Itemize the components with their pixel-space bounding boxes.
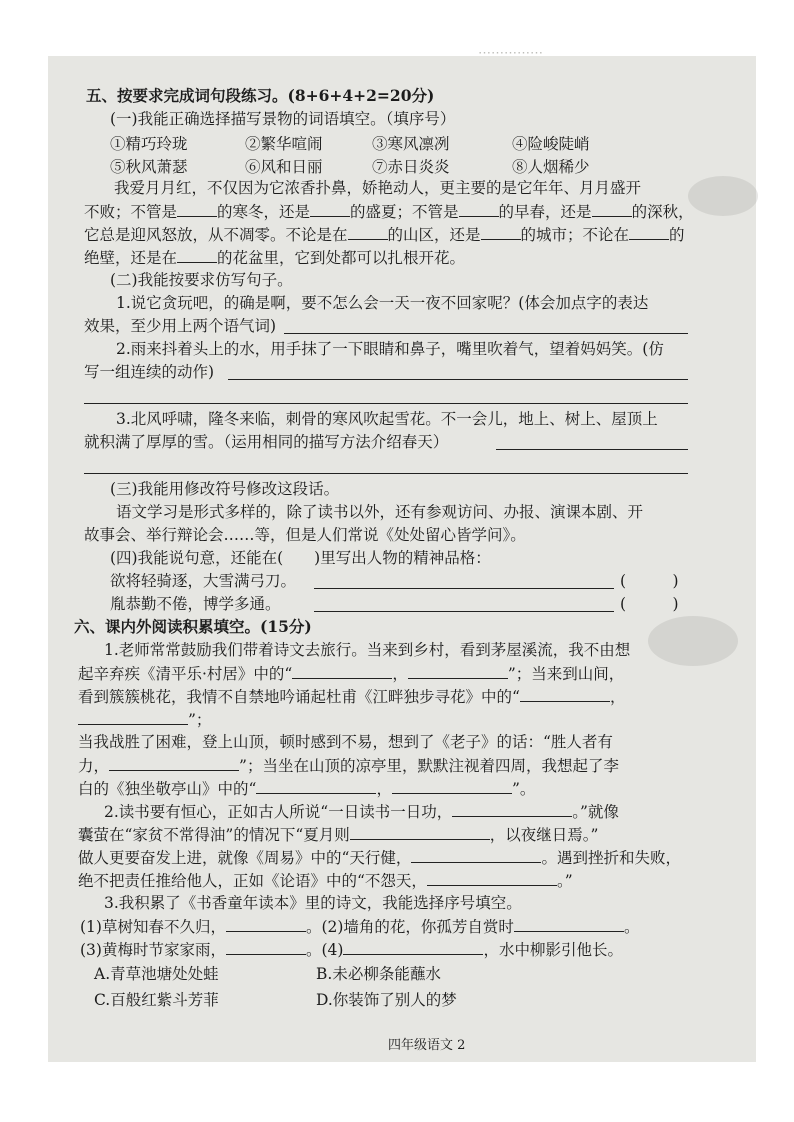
word-option: ④险峻陡峭 bbox=[512, 135, 590, 153]
answer-line[interactable] bbox=[84, 473, 688, 474]
answer-blank[interactable] bbox=[514, 916, 624, 932]
poem-line: 欲将轻骑逐，大雪满弓刀。 bbox=[110, 572, 297, 590]
choice-option-b: B.未必柳条能蘸水 bbox=[316, 965, 441, 983]
answer-blank[interactable] bbox=[481, 224, 521, 240]
answer-blank[interactable] bbox=[459, 201, 499, 217]
choice-option-c: C.百般红紫斗芳菲 bbox=[94, 991, 219, 1009]
word-option: ②繁华喧闹 bbox=[245, 135, 323, 153]
fill-line: ”； bbox=[78, 709, 211, 730]
answer-blank[interactable] bbox=[411, 847, 541, 863]
answer-line[interactable] bbox=[314, 611, 614, 612]
poem-line: 胤恭勤不倦，博学多通。 bbox=[110, 595, 281, 613]
fill-line: 力， ”；当坐在山顶的凉亭里，默默注视着四周，我想起了李 bbox=[78, 757, 619, 775]
shadow-smudge bbox=[688, 176, 758, 216]
passage-line: 它总是迎风怒放，从不凋零。不论是在 的山区，还是 的城市；不论在 的 bbox=[84, 226, 685, 244]
answer-blank[interactable] bbox=[427, 870, 557, 886]
rewrite-q2-prompt-cont: 写一组连续的动作) bbox=[84, 363, 215, 381]
fill-line: 绝不把责任推给他人，正如《论语》中的“不怨天， 。” bbox=[78, 872, 573, 890]
section5-part4-instruction: (四)我能说句意，还能在( )里写出人物的精神品格： bbox=[110, 549, 491, 567]
fill-line: 当我战胜了困难，登上山顶，顿时感到不易，想到了《老子》的话：“胜人者有 bbox=[78, 733, 613, 751]
answer-blank[interactable] bbox=[256, 778, 376, 794]
answer-blank[interactable] bbox=[109, 755, 239, 771]
fill-line: 1.老师常常鼓励我们带着诗文去旅行。当来到乡村，看到茅屋溪流，我不由想 bbox=[104, 641, 631, 659]
edit-passage-line: 故事会、举行辩论会……等，但是人们常说《处处留心皆学问》。 bbox=[84, 526, 526, 544]
shadow-smudge bbox=[648, 616, 738, 666]
answer-blank[interactable] bbox=[343, 939, 483, 955]
passage-line: 绝壁，还是在 的花盆里，它到处都可以扎根开花。 bbox=[84, 249, 466, 267]
section5-title: 五、按要求完成词句段练习。(8+6+4+2=20分) bbox=[86, 86, 435, 105]
answer-blank[interactable] bbox=[292, 663, 392, 679]
answer-line[interactable] bbox=[314, 588, 614, 589]
section6-title: 六、课内外阅读积累填空。(15分) bbox=[74, 617, 312, 636]
word-option: ⑧人烟稀少 bbox=[512, 158, 590, 176]
answer-bracket[interactable]: ( ) bbox=[620, 595, 679, 613]
answer-line[interactable] bbox=[84, 403, 688, 404]
fill-line: (3)黄梅时节家家雨， 。(4) ，水中柳影引他长。 bbox=[80, 941, 623, 959]
section5-part1-instruction: (一)我能正确选择描写景物的词语填空。（填序号） bbox=[110, 110, 456, 128]
choice-option-d: D.你装饰了别人的梦 bbox=[316, 991, 457, 1009]
answer-blank[interactable] bbox=[392, 778, 512, 794]
fill-line: 起辛弃疾《清平乐·村居》中的“ ， ”；当来到山间， bbox=[78, 665, 625, 683]
fill-line: 2.读书要有恒心，正如古人所说“一日读书一日功， 。”就像 bbox=[104, 803, 619, 821]
word-option: ⑤秋风萧瑟 bbox=[110, 158, 188, 176]
edit-passage-line: 语文学习是形式多样的，除了读书以外，还有参观访问、办报、演课本剧、开 bbox=[116, 503, 644, 521]
answer-line[interactable] bbox=[228, 379, 688, 380]
answer-blank[interactable] bbox=[592, 201, 632, 217]
rewrite-q1-prompt-cont: 效果，至少用上两个语气词) bbox=[84, 317, 277, 335]
answer-blank[interactable] bbox=[177, 247, 217, 263]
fill-line: 囊萤在“家贫不常得油”的情况下“夏月则 ，以夜继日焉。” bbox=[78, 826, 599, 844]
fill-line: (1)草树知春不久归， 。(2)墙角的花，你孤芳自赏时 。 bbox=[80, 918, 640, 936]
page-footer: 四年级语文 2 bbox=[388, 1038, 466, 1053]
answer-blank[interactable] bbox=[408, 663, 508, 679]
answer-blank[interactable] bbox=[177, 201, 217, 217]
answer-blank[interactable] bbox=[350, 824, 490, 840]
passage-line: 我爱月月红，不仅因为它浓香扑鼻，娇艳动人，更主要的是它年年、月月盛开 bbox=[114, 179, 642, 197]
rewrite-q3-prompt-cont: 就积满了厚厚的雪。（运用相同的描写方法介绍春天） bbox=[84, 433, 449, 451]
answer-blank[interactable] bbox=[310, 201, 350, 217]
rewrite-q3-prompt: 3.北风呼啸，隆冬来临，刺骨的寒风吹起雪花。不一会儿，地上、树上、屋顶上 bbox=[116, 410, 658, 428]
answer-blank[interactable] bbox=[452, 801, 572, 817]
rewrite-q1-prompt: 1.说它贪玩吧，的确是啊，要不怎么会一天一夜不回家呢？(体会加点字的表达 bbox=[116, 294, 649, 312]
word-option: ⑥风和日丽 bbox=[245, 158, 323, 176]
answer-blank[interactable] bbox=[226, 916, 306, 932]
answer-blank[interactable] bbox=[226, 939, 306, 955]
answer-line[interactable] bbox=[496, 449, 688, 450]
fill-line: 白的《独坐敬亭山》中的“ ， ”。 bbox=[78, 780, 536, 798]
section5-part2-instruction: (二)我能按要求仿写句子。 bbox=[110, 271, 293, 289]
exam-page bbox=[48, 46, 756, 1062]
word-option: ⑦赤日炎炎 bbox=[372, 158, 450, 176]
answer-bracket[interactable]: ( ) bbox=[620, 572, 679, 590]
answer-blank[interactable] bbox=[629, 224, 669, 240]
answer-blank[interactable] bbox=[348, 224, 388, 240]
answer-line[interactable] bbox=[284, 333, 688, 334]
rewrite-q2-prompt: 2.雨来抖着头上的水，用手抹了一下眼睛和鼻子，嘴里吹着气，望着妈妈笑。(仿 bbox=[116, 340, 664, 358]
fill-line: 3.我积累了《书香童年读本》里的诗文，我能选择序号填空。 bbox=[104, 894, 522, 912]
word-option: ①精巧玲珑 bbox=[110, 135, 188, 153]
fill-line: 做人更要奋发上进，就像《周易》中的“天行健， 。遇到挫折和失败， bbox=[78, 849, 681, 867]
bleed-through-text: ⋯⋯⋯⋯⋯ bbox=[478, 46, 543, 61]
passage-line: 不败；不管是 的寒冬，还是 的盛夏；不管是 的早春，还是 的深秋， bbox=[84, 203, 694, 221]
answer-blank[interactable] bbox=[78, 709, 188, 725]
choice-option-a: A.青草池塘处处蛙 bbox=[94, 965, 219, 983]
answer-blank[interactable] bbox=[520, 686, 610, 702]
section5-part3-instruction: (三)我能用修改符号修改这段话。 bbox=[110, 480, 340, 498]
word-option: ③寒风凛冽 bbox=[372, 135, 450, 153]
fill-line: 看到簇簇桃花，我情不自禁地吟诵起杜甫《江畔独步寻花》中的“ ， bbox=[78, 688, 626, 706]
